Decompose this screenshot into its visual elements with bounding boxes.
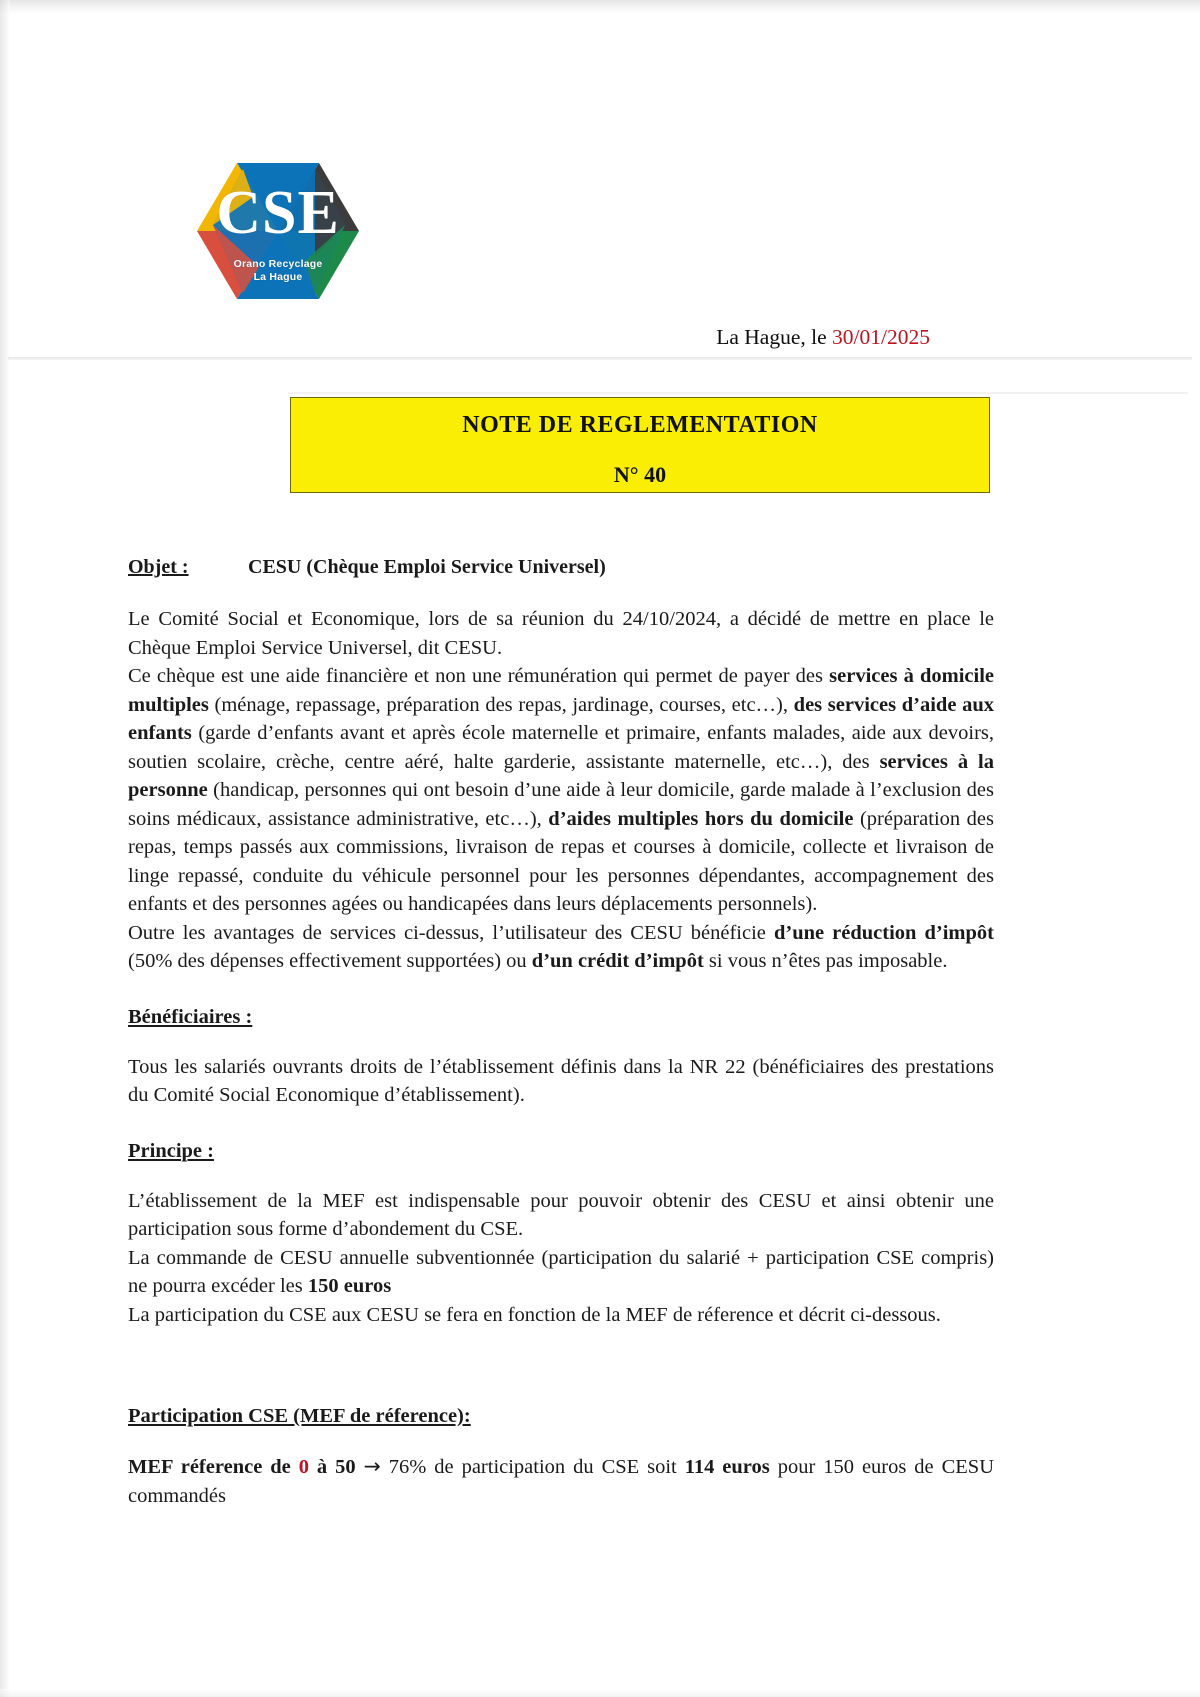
- intro-2-bold-2: des services d’aide aux enfants: [128, 693, 994, 744]
- scan-edge-bottom: [0, 1689, 1200, 1697]
- intro-2-f: (préparation des repas, temps passés aux commissions, livraison de repas et courses à domicile, collecte et livraison de linge repassé, conduite du véhicule personnel pour les personnes dépendantes, accompagnement des enfants et des personnes agées ou handicapées dans leurs déplacements personnels).: [128, 807, 994, 915]
- participation-a: MEF réference de: [128, 1456, 299, 1478]
- objet-label: Objet :: [128, 556, 189, 578]
- scan-artifact-line-2: [288, 392, 1188, 394]
- intro-2-c: (ménage, repassage, préparation des repas, jardinage, courses, etc…),: [208, 693, 794, 716]
- arrow-icon: →: [363, 1454, 381, 1478]
- date-prefix: La Hague, le: [716, 325, 833, 349]
- participation-zero: 0: [298, 1456, 309, 1478]
- intro-3-d: si vous n’êtes pas imposable.: [703, 950, 948, 972]
- intro-2-bold-4: d’aides multiples hors du domicile: [548, 807, 854, 830]
- intro-1-text: Le Comité Social et Economique, lors de sa réunion du 24/10/2024, a décidé de mettre en place le Chèque Emploi Service Universel, dit CESU.: [128, 608, 994, 659]
- date-value: 30/01/2025: [832, 325, 930, 349]
- paragraph-intro-2: [128, 662, 994, 919]
- paragraph-principe-2: [128, 1244, 994, 1301]
- logo-subtitle-line1: Orano Recyclage: [233, 258, 323, 270]
- document-body: [128, 556, 994, 1510]
- heading-beneficiaires: Bénéficiaires :: [128, 1005, 253, 1028]
- principe-2-a: La commande de CESU annuelle subventionnée (participation du salarié + participation CSE compris) ne pourra excéder les: [128, 1246, 994, 1297]
- logo-subtitle-line2: La Hague: [253, 271, 303, 283]
- intro-2-a: Ce chèque est une aide financière et non une rémunération qui permet de payer des: [128, 665, 830, 687]
- intro-3-a: Outre les avantages de services ci-dessus, l’utilisateur des CESU bénéficie: [128, 921, 774, 944]
- date-line: [0, 325, 930, 350]
- scan-edge-top: [0, 0, 1200, 14]
- paragraph-intro-1: [128, 605, 994, 662]
- spacer: [128, 1329, 994, 1375]
- heading-participation: Participation CSE (MEF de réference):: [128, 1405, 471, 1427]
- scan-edge-left: [0, 0, 10, 1697]
- title-box-line2: N° 40: [613, 462, 667, 487]
- intro-3-c: (50% des dépenses effectivement supportées) ou: [128, 950, 532, 972]
- scan-artifact-line: [8, 357, 1192, 360]
- principe-1-text: L’établissement de la MEF est indispensable pour pouvoir obtenir des CESU et ainsi obtenir une participation sous forme d’abondement du CSE.: [128, 1189, 994, 1240]
- paragraph-principe-1: [128, 1187, 994, 1244]
- intro-3-bold-1: d’une réduction d’impôt: [773, 921, 994, 944]
- paragraph-beneficiaires: [128, 1053, 994, 1110]
- beneficiaires-body: Tous les salariés ouvrants droits de l’établissement définis dans la NR 22 (bénéficiaires des prestations du Comité Social Economique d’établissement).: [128, 1055, 994, 1106]
- participation-d: pour 150 euros de CESU commandés: [128, 1456, 995, 1507]
- intro-2-d: (garde d’enfants avant et après école maternelle et primaire, enfants malades, aide aux devoirs, soutien scolaire, crèche, centre aéré, halte garderie, assistante maternelle, etc…), des: [128, 722, 994, 773]
- title-box-line1: NOTE DE REGLEMENTATION: [462, 412, 818, 438]
- principe-2-amount: 150 euros: [307, 1275, 392, 1297]
- paragraph-principe-3: [128, 1301, 994, 1330]
- intro-2-e: (handicap, personnes qui ont besoin d’une aide à leur domicile, garde malade à l’exclusion des soins médicaux, assistance administrative, etc…),: [128, 779, 994, 830]
- objet-row: [128, 556, 994, 579]
- title-box: [290, 397, 990, 493]
- intro-2-bold-1: services à domicile multiples: [128, 665, 995, 716]
- objet-value: CESU (Chèque Emploi Service Universel): [248, 556, 606, 578]
- cse-logo: [197, 157, 359, 305]
- paragraph-participation: [128, 1452, 994, 1510]
- heading-principe: Principe :: [128, 1139, 214, 1162]
- principe-3-text: La participation du CSE aux CESU se fera en fonction de la MEF de réference et décrit ci-dessous.: [128, 1303, 941, 1326]
- participation-c: 76% de participation du CSE soit: [380, 1456, 685, 1478]
- participation-b: à 50: [308, 1456, 356, 1478]
- intro-2-bold-3: services à la personne: [128, 750, 994, 801]
- participation-amount: 114 euros: [684, 1456, 770, 1478]
- logo-text: CSE: [216, 179, 340, 247]
- paragraph-intro-3: [128, 919, 994, 976]
- intro-3-bold-2: d’un crédit d’impôt: [531, 950, 704, 972]
